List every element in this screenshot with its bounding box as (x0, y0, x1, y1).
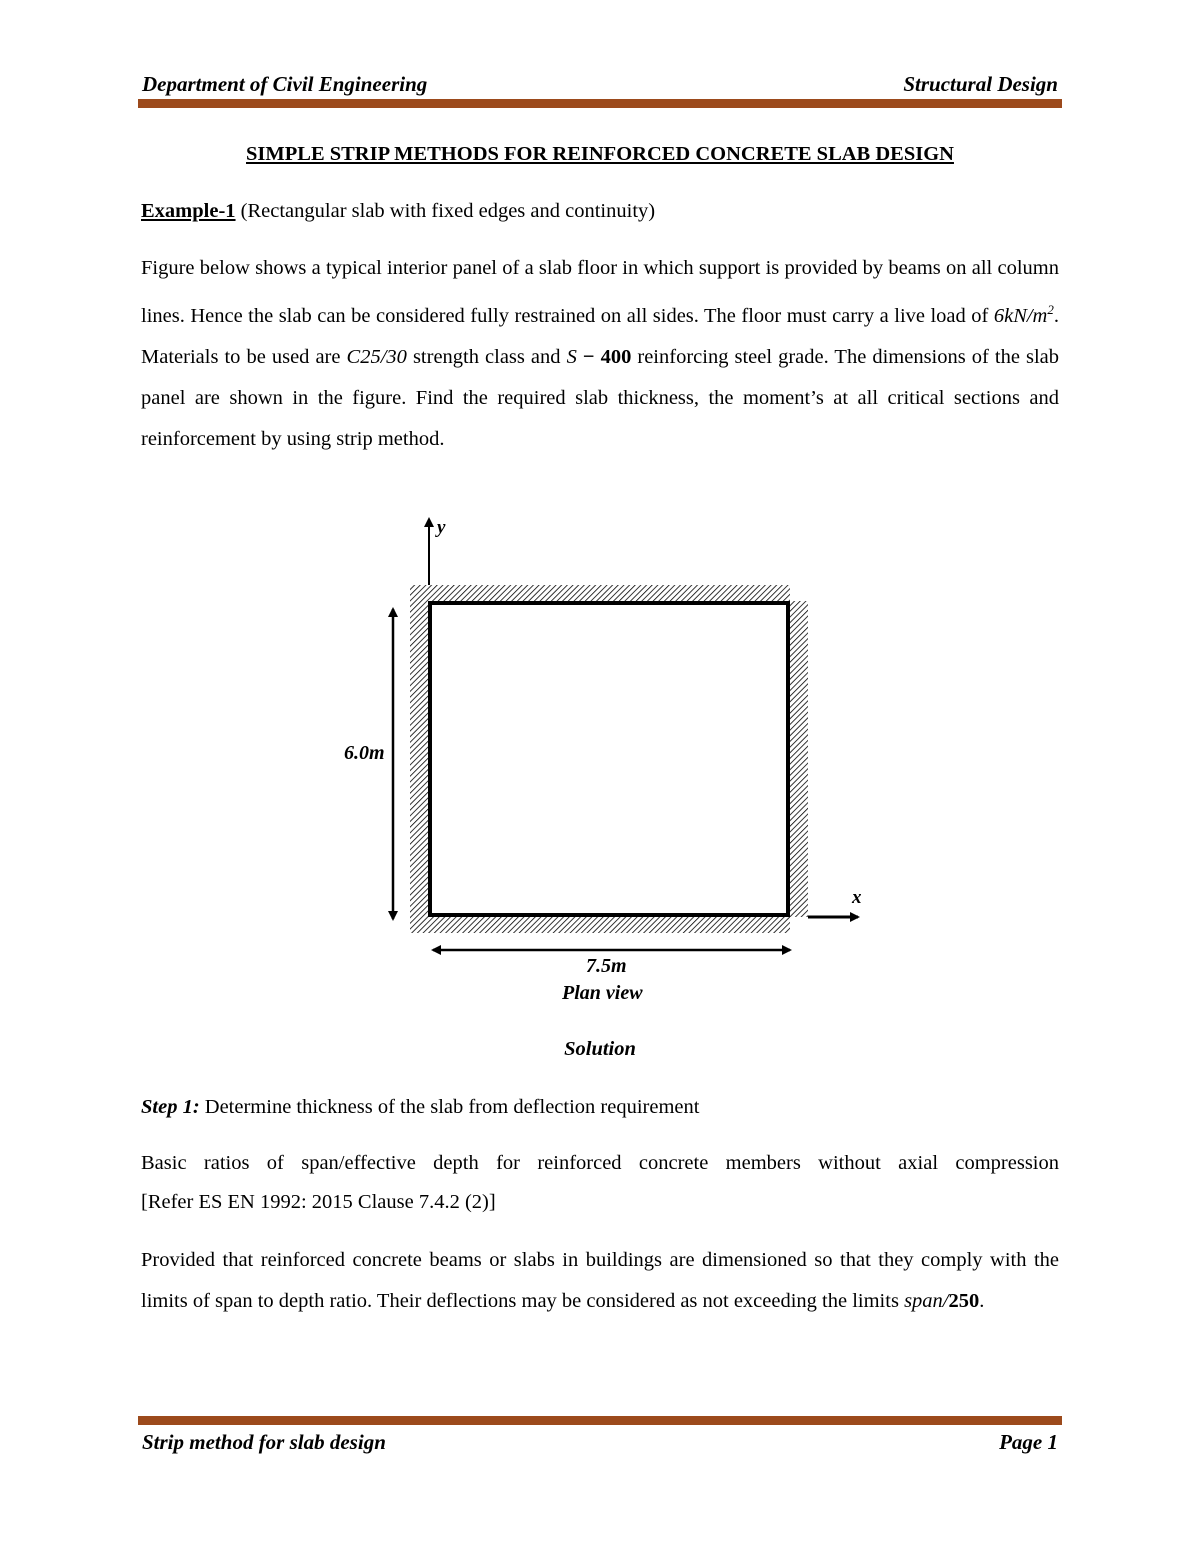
example-subtitle: (Rectangular slab with fixed edges and continuity) (240, 200, 656, 222)
provided-paragraph (141, 1240, 1059, 1322)
bottom-fixed-edge (410, 915, 790, 933)
slab-panel (430, 603, 788, 915)
page-header (140, 72, 1060, 98)
slab-plan-drawing (330, 505, 890, 1015)
header-department: Department of Civil Engineering (142, 72, 428, 96)
intro-text-1: Figure below shows a typical interior panel of a slab floor in which support is provided by beams on all column lines. Hence the slab can be considered fully restrained on all sides. The floor must carry a live load of (141, 257, 1059, 327)
width-dimension-label: 7.5m (586, 955, 627, 977)
span-limit-value: 250 (948, 1290, 980, 1312)
provided-text-2: . (979, 1290, 985, 1312)
live-load-value: 6kN/m (993, 304, 1048, 327)
page-number: Page 1 (999, 1430, 1058, 1454)
top-fixed-edge (410, 585, 790, 603)
basic-ratios-line1: Basic ratios of span/effective depth for reinforced concrete members without axial compression (141, 1152, 1059, 1174)
step1-line (141, 1087, 1059, 1128)
step1-label: Step 1: (141, 1096, 200, 1118)
concrete-class: C25/30 (346, 345, 407, 368)
span-expression: span/ (904, 1290, 949, 1312)
footer-title: Strip method for slab design (142, 1430, 386, 1454)
figure-caption: Plan view (562, 982, 643, 1004)
intro-text-4: reinforcing steel grade. The dimensions of the slab panel are shown in the figure. Find the required slab thickness, the moment’s at all critical sections and reinforcement by using strip method. (141, 345, 1059, 450)
steel-grade-number: − 400 (576, 345, 632, 368)
example-label: Example-1 (141, 200, 236, 222)
footer-rule (138, 1416, 1062, 1425)
height-dimension-label: 6.0m (344, 742, 385, 764)
example-heading (141, 191, 1059, 232)
basic-ratios-paragraph (141, 1144, 1059, 1222)
left-fixed-edge (410, 601, 430, 917)
steel-grade-letter: S (566, 345, 577, 368)
intro-text-3: strength class and (406, 345, 567, 368)
live-load-exponent: 2 (1047, 302, 1054, 317)
x-axis-label: x (852, 887, 862, 908)
y-axis-label: y (437, 517, 446, 538)
step1-text: Determine thickness of the slab from deflection requirement (199, 1096, 700, 1118)
right-fixed-edge (788, 601, 808, 917)
provided-text-1: Provided that reinforced concrete beams or slabs in buildings are dimensioned so that they comply with the limits of span to depth ratio. Their deflections may be considered as not exceeding the limits (141, 1249, 1059, 1312)
intro-paragraph (141, 248, 1059, 460)
intro-text-2: . Materials to be used are (141, 304, 1059, 368)
header-rule (138, 99, 1062, 108)
header-subject: Structural Design (903, 72, 1058, 96)
document-title: SIMPLE STRIP METHODS FOR REINFORCED CONCRETE SLAB DESIGN (246, 143, 954, 165)
basic-ratios-reference: [Refer ES EN 1992: 2015 Clause 7.4.2 (2)] (141, 1191, 496, 1213)
solution-heading: Solution (564, 1038, 636, 1060)
page-footer (140, 1430, 1060, 1458)
slab-plan-figure (330, 505, 890, 1015)
